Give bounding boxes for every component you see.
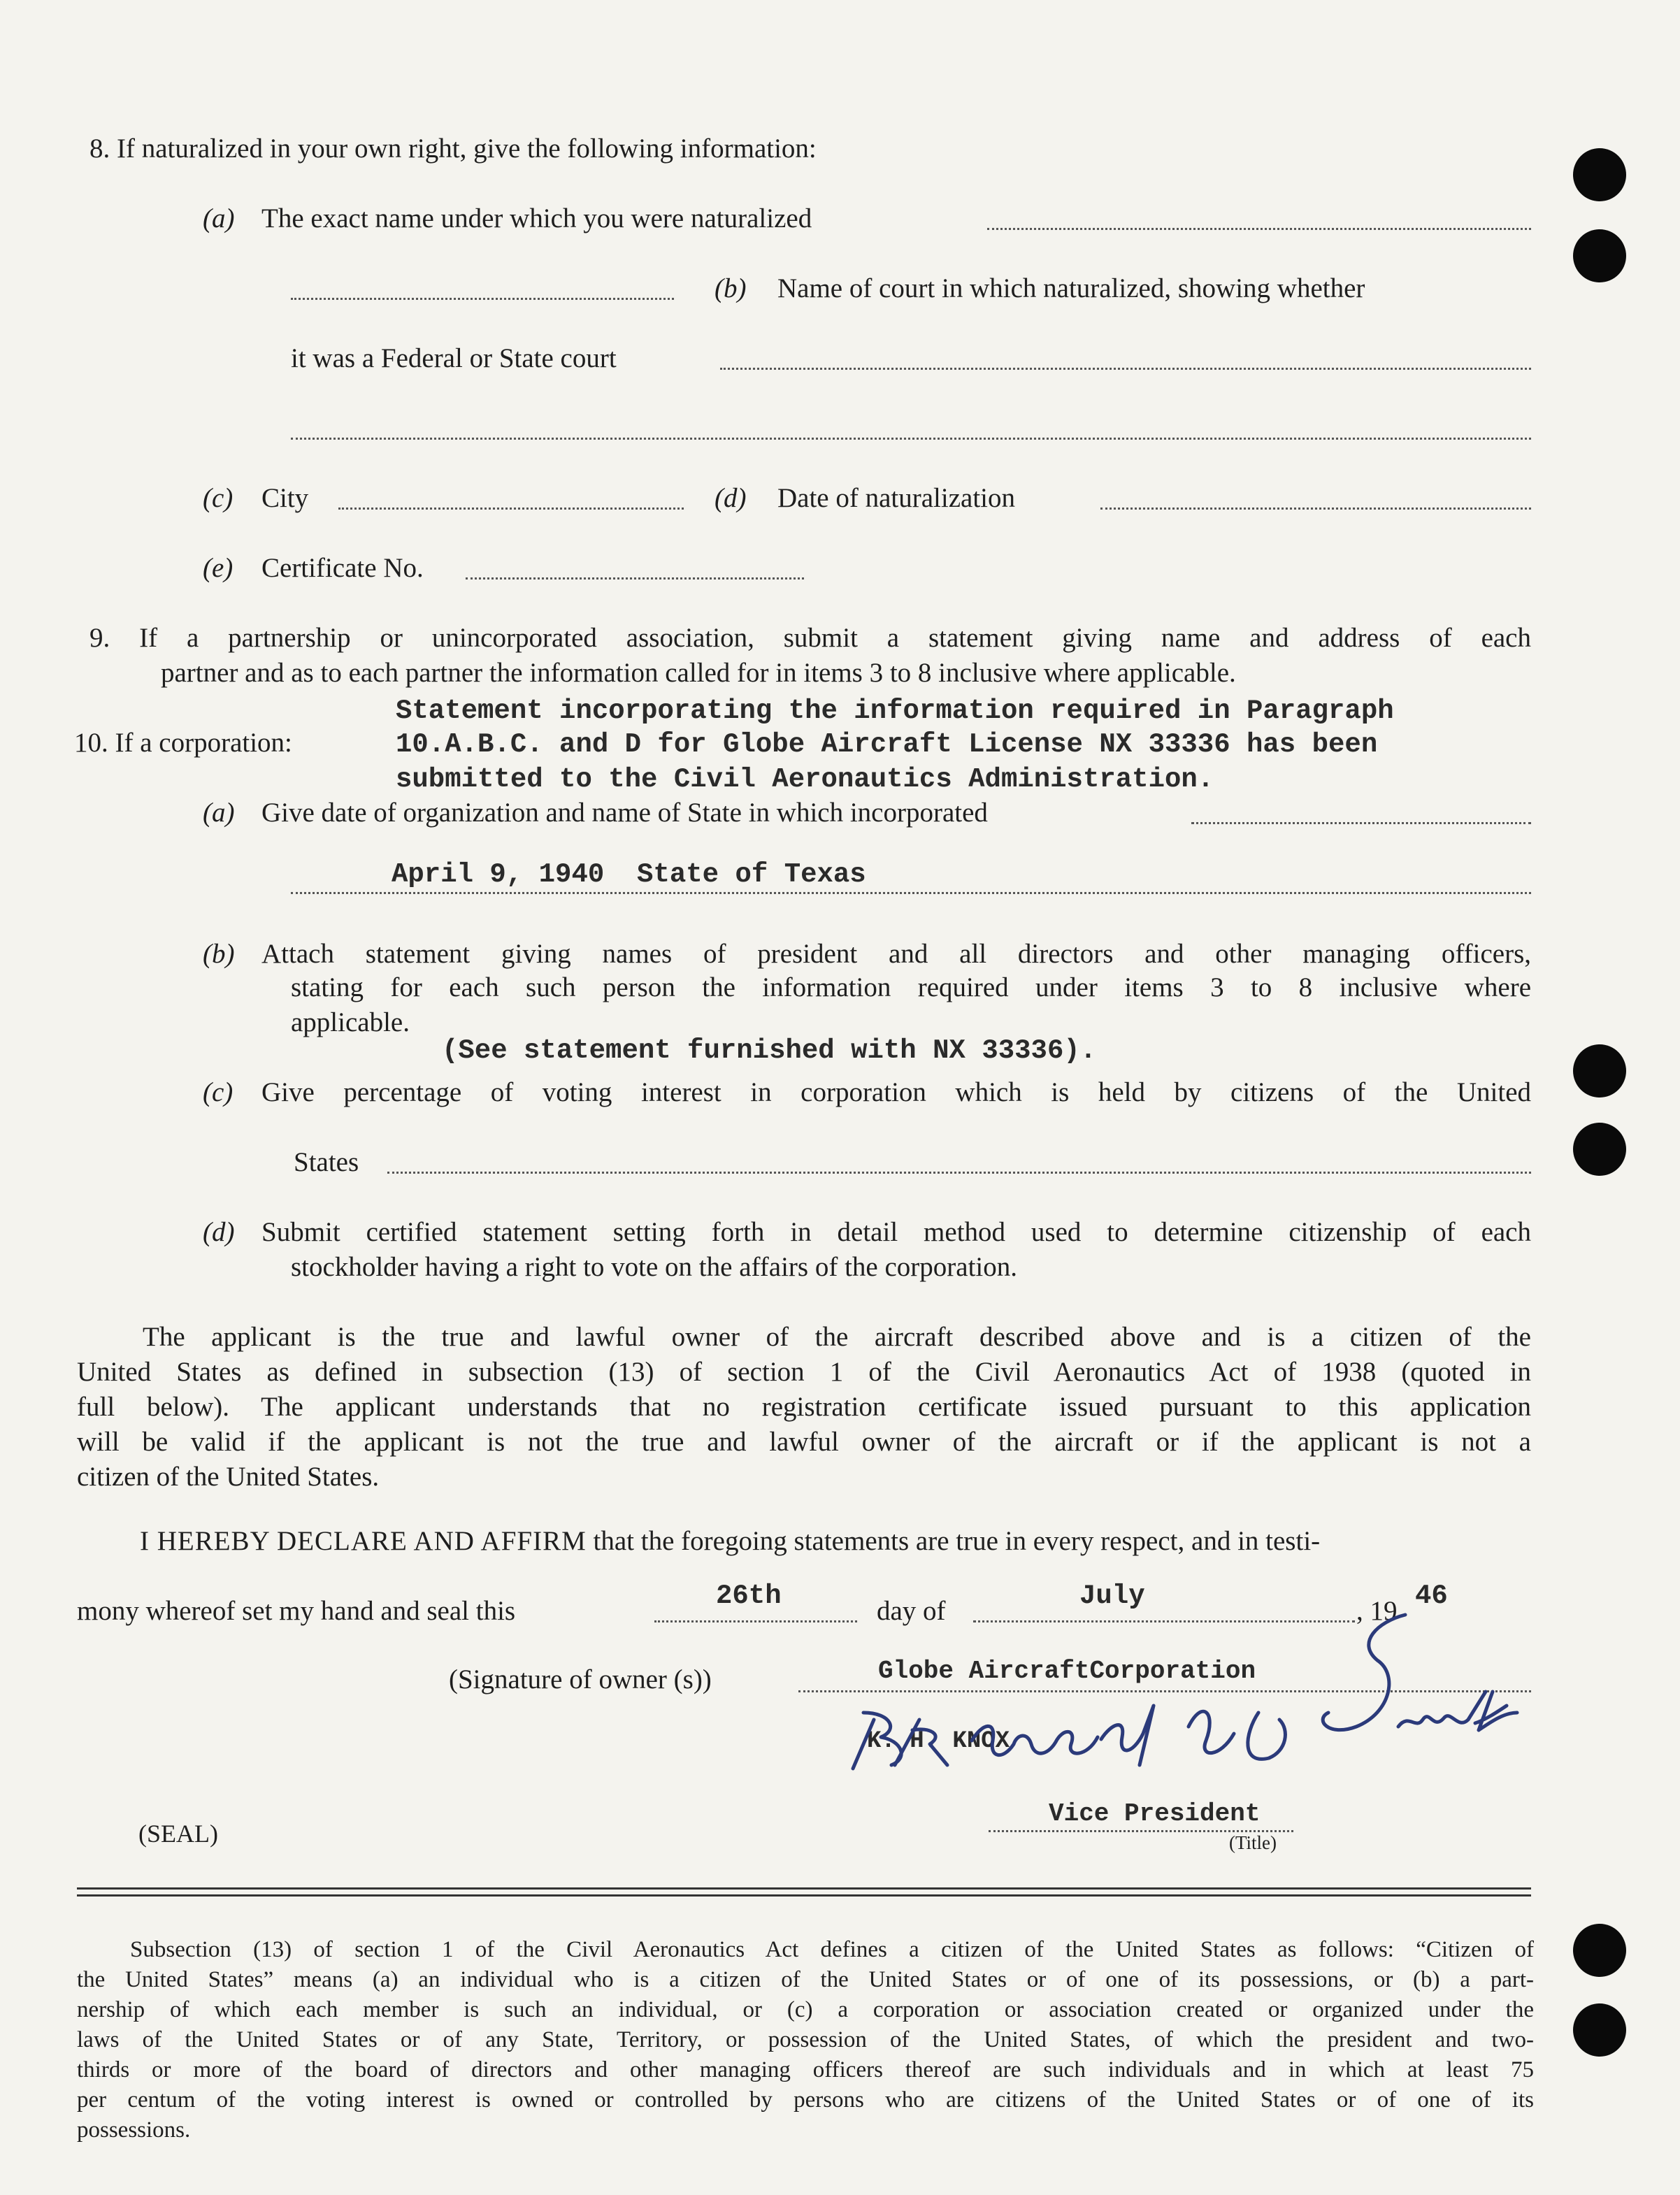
footnote-citizen-definition	[77, 1935, 1534, 2145]
typed-signer-name: K. H. KNOX	[867, 1728, 1010, 1755]
certificate-number-field[interactable]	[466, 577, 804, 580]
affirm-rest: that the foregoing statements are true in every respect, and in testi-	[586, 1526, 1321, 1556]
incorporation-value: April 9, 1940 State of Texas	[392, 859, 866, 890]
naturalized-name-field-cont[interactable]	[291, 298, 674, 300]
item-8d-text: Date of naturalization	[777, 483, 1016, 513]
item-9-line-2: partner and as to each partner the information called for in items 3 to 8 inclusive where applicable.	[161, 658, 1236, 688]
item-10c-text-2: States	[294, 1147, 359, 1177]
naturalized-name-field[interactable]	[987, 228, 1531, 230]
incorporation-field-line-2[interactable]	[291, 892, 1531, 894]
declaration-paragraph	[77, 1320, 1531, 1495]
month-value: July	[1079, 1581, 1145, 1611]
affirm-line-2a: mony whereof set my hand and seal this	[77, 1596, 516, 1626]
affirm-line-1	[140, 1524, 1320, 1559]
item-10c-label: (c)	[203, 1077, 234, 1107]
punch-hole	[1573, 1044, 1626, 1098]
declaration-line: United States as defined in subsection (13) of section 1 of the Civil Aeronautics Act of 1938 (quoted in	[77, 1357, 1531, 1387]
declaration-line: citizen of the United States.	[77, 1462, 380, 1492]
footnote-line: laws of the United States or of any State, Territory, or possession of the United States, of which the president and two-	[77, 2027, 1534, 2052]
affirm-year-prefix: , 19	[1356, 1596, 1398, 1626]
declaration-line: full below). The applicant understands that no registration certificate issued pursuant to this application	[77, 1392, 1531, 1422]
title-caption: (Title)	[1229, 1832, 1277, 1853]
item-8b-text: Name of court in which naturalized, showing whether	[777, 273, 1365, 303]
item-10-label: 10. If a corporation:	[74, 728, 292, 758]
officers-statement-value: (See statement furnished with NX 33336).	[442, 1035, 1097, 1066]
punch-hole	[1573, 1123, 1626, 1176]
footnote-line: the United States” means (a) an individual who is a citizen of the United States or of one of its possessions, or (b) a part-	[77, 1967, 1534, 1992]
footnote-line: per centum of the voting interest is owned or controlled by persons who are citizens of the United States or of one of its	[77, 2087, 1534, 2113]
item-10b-text-3: applicable.	[291, 1007, 410, 1037]
naturalization-date-field[interactable]	[1100, 508, 1531, 510]
typed-statement-line-2: 10.A.B.C. and D for Globe Aircraft License NX 33336 has been	[396, 729, 1378, 760]
typed-statement-line-1: Statement incorporating the information required in Paragraph	[396, 696, 1394, 726]
item-8e-label: (e)	[203, 553, 234, 583]
punch-hole	[1573, 2003, 1626, 2057]
item-10d-label: (d)	[203, 1217, 235, 1247]
punch-hole	[1573, 148, 1626, 201]
signature-label: (Signature of owner (s))	[449, 1664, 712, 1694]
affirm-lead: I HEREBY DECLARE AND AFFIRM	[140, 1526, 587, 1556]
item-8d-label: (d)	[715, 483, 747, 513]
footnote-line: possessions.	[77, 2117, 191, 2143]
footnote-line: nership of which each member is such an individual, or (c) a corporation or association created or organized under the	[77, 1997, 1534, 2022]
item-10a-label: (a)	[203, 798, 235, 828]
item-10d-text-2: stockholder having a right to vote on the affairs of the corporation.	[291, 1252, 1017, 1282]
court-field[interactable]	[720, 368, 1531, 370]
item-8b-text-2: it was a Federal or State court	[291, 343, 617, 373]
declaration-line: The applicant is the true and lawful owner of the aircraft described above and is a citizen of the	[143, 1322, 1531, 1352]
footnote-line: thirds or more of the board of directors and other managing officers thereof are such individuals and in which at least 75	[77, 2057, 1534, 2082]
handwritten-signature	[825, 1608, 1524, 1790]
item-10b-text-1: Attach statement giving names of president and all directors and other managing officers,	[261, 939, 1531, 969]
divider-rule	[77, 1894, 1531, 1897]
company-name: Globe AircraftCorporation	[878, 1657, 1256, 1685]
item-10c-text: Give percentage of voting interest in corporation which is held by citizens of the United	[261, 1077, 1531, 1107]
item-8c-text: City	[261, 483, 309, 513]
item-8b-label: (b)	[715, 273, 747, 303]
declaration-line: will be valid if the applicant is not the true and lawful owner of the aircraft or if the applicant is not a	[77, 1427, 1531, 1457]
item-10d-text-1: Submit certified statement setting forth in detail method used to determine citizenship of each	[261, 1217, 1531, 1247]
title-value: Vice President	[1049, 1799, 1261, 1828]
day-value: 26th	[716, 1581, 782, 1611]
item-10a-text: Give date of organization and name of State in which incorporated	[261, 798, 988, 828]
footnote-line: Subsection (13) of section 1 of the Civil Aeronautics Act defines a citizen of the United States as follows: “Citizen of	[130, 1937, 1534, 1962]
punch-hole	[1573, 229, 1626, 282]
item-8a-label: (a)	[203, 203, 235, 233]
divider-rule	[77, 1887, 1531, 1890]
item-10b-label: (b)	[203, 939, 235, 969]
item-8-heading: 8. If naturalized in your own right, give the following information:	[89, 134, 817, 164]
court-field-line-2[interactable]	[291, 438, 1531, 440]
item-9-line-1: 9. If a partnership or unincorporated association, submit a statement giving name and address of each	[89, 623, 1531, 653]
city-field[interactable]	[338, 508, 684, 510]
punch-hole	[1573, 1924, 1626, 1977]
item-8e-text: Certificate No.	[261, 553, 424, 583]
incorporation-field[interactable]	[1191, 822, 1531, 824]
typed-statement-line-3: submitted to the Civil Aeronautics Administration.	[396, 764, 1214, 795]
voting-interest-field[interactable]	[387, 1172, 1531, 1174]
seal-label: (SEAL)	[138, 1820, 218, 1848]
year-value: 46	[1415, 1581, 1448, 1611]
affirm-day-of: day of	[877, 1596, 946, 1626]
item-10b-text-2: stating for each such person the information required under items 3 to 8 inclusive where	[291, 972, 1531, 1002]
item-8a-text: The exact name under which you were naturalized	[261, 203, 812, 233]
item-8c-label: (c)	[203, 483, 234, 513]
